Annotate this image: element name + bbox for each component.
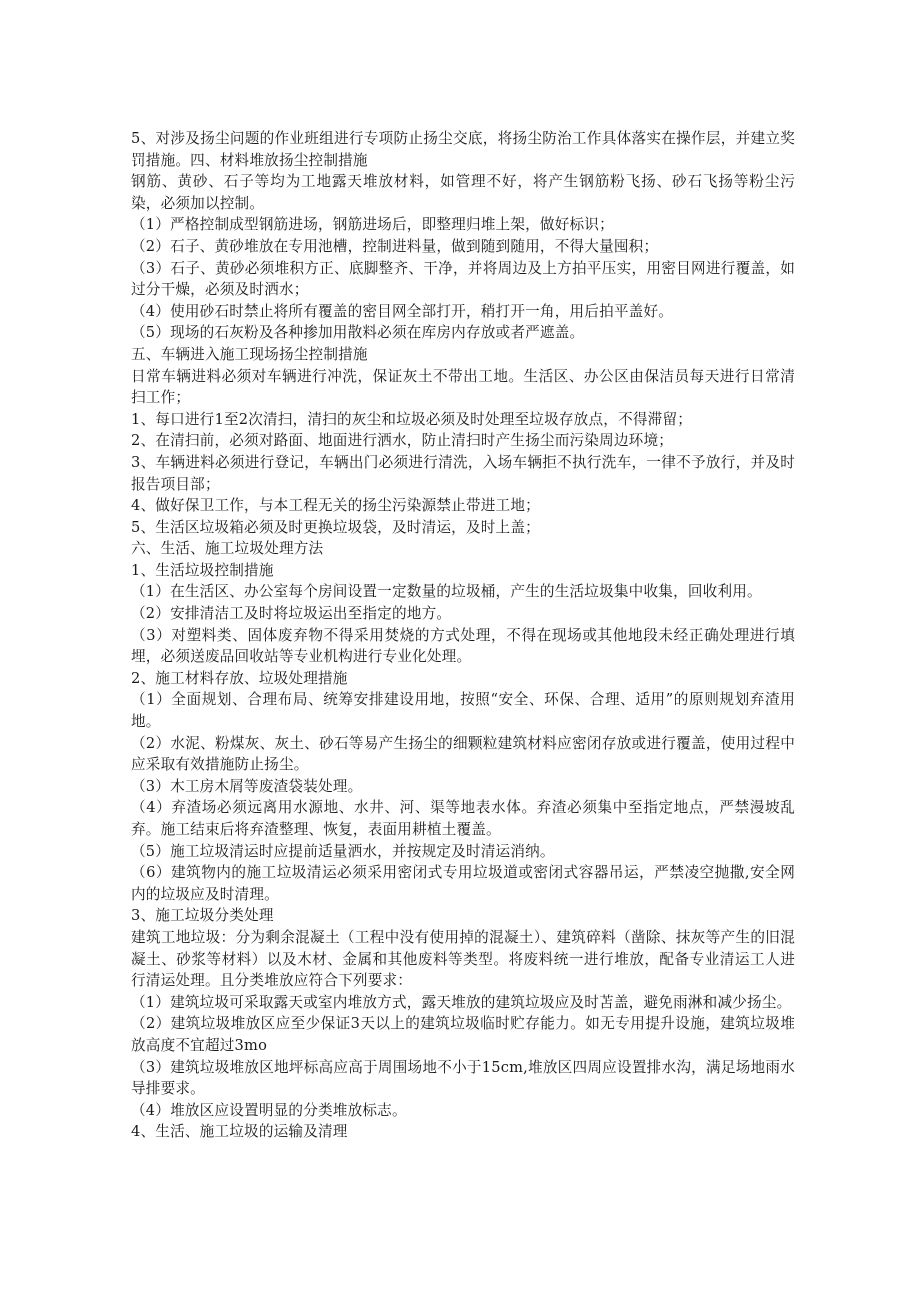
list-item: （3）石子、黄砂必须堆积方正、底脚整齐、干净，并将周边及上方拍平压实，用密目网进行覆盖，如过分干燥，必须及时洒水； bbox=[131, 259, 795, 299]
list-item: 4、做好保卫工作，与本工程无关的扬尘污染源禁止带进工地； bbox=[131, 497, 540, 515]
paragraph: 钢筋、黄砂、石子等均为工地露天堆放材料，如管理不好，将产生钢筋粉飞扬、砂石飞扬等粉尘污染，必须加以控制。 bbox=[131, 173, 795, 212]
list-item: （5）现场的石灰粉及各种掺加用散料必须在库房内存放或者严遮盖。 bbox=[131, 324, 585, 342]
paragraph: 5、对涉及扬尘问题的作业班组进行专项防止扬尘交底，将扬尘防治工作具体落实在操作层，并建立奖罚措施。四、材料堆放扬尘控制措施 bbox=[131, 130, 795, 169]
section-heading: 六、生活、施工垃圾处理方法 bbox=[131, 540, 324, 558]
subsection-heading: 1、生活垃圾控制措施 bbox=[131, 561, 274, 579]
list-item: 5、生活区垃圾箱必须及时更换垃圾袋，及时清运，及时上盖； bbox=[131, 518, 540, 536]
section-heading: 五、车辆进入施工现场扬尘控制措施 bbox=[131, 345, 368, 363]
subsection-heading: 3、施工垃圾分类处理 bbox=[131, 907, 274, 925]
list-item: （1）全面规划、合理布局、统筹安排建设用地，按照“安全、环保、合理、适用”的原则规划弃渣用地。 bbox=[131, 691, 795, 731]
list-item: （1）严格控制成型钢筋进场，钢筋进场后，即整理归堆上架，做好标识； bbox=[131, 216, 614, 234]
subsection-heading: 2、施工材料存放、垃圾处理措施 bbox=[131, 669, 348, 687]
list-item: （2）建筑垃圾堆放区应至少保证3天以上的建筑垃圾临时贮存能力。如无专用提升设施，建筑垃圾堆放高度不宜超过3mo bbox=[131, 1015, 795, 1054]
list-item: （3）建筑垃圾堆放区地坪标高应高于周围场地不小于15cm,堆放区四周应设置排水沟，满足场地雨水导排要求。 bbox=[131, 1058, 795, 1098]
list-item: （6）建筑物内的施工垃圾清运必须采用密闭式专用垃圾道或密闭式容器吊运，严禁凌空抛撒,安全网内的垃圾应及时清理。 bbox=[131, 864, 795, 903]
paragraph: 建筑工地垃圾：分为剩余混凝土（工程中没有使用掉的混凝土）、建筑碎料（凿除、抹灰等产生的旧混凝土、砂浆等材料）以及木材、金属和其他废料等类型。将废料统一进行堆放，配备专业清运工人进行清运处理。且分类堆放应符合下列要求： bbox=[131, 928, 795, 990]
list-item: （4）使用砂石时禁止将所有覆盖的密目网全部打开，稍打开一角，用后拍平盖好。 bbox=[131, 302, 674, 320]
document-body bbox=[131, 128, 795, 1143]
list-item: （4）堆放区应设置明显的分类堆放标志。 bbox=[131, 1101, 407, 1119]
paragraph: 日常车辆进料必须对车辆进行冲洗，保证灰土不带出工地。生活区、办公区由保洁员每天进行日常清扫工作； bbox=[131, 367, 795, 407]
list-item: 3、车辆进料必须进行登记，车辆出门必须进行清洗，入场车辆拒不执行洗车，一律不予放行，并及时报告项目部； bbox=[131, 453, 795, 493]
list-item: （2）石子、黄砂堆放在专用池槽，控制进料量，做到随到随用，不得大量囤积； bbox=[131, 237, 659, 255]
list-item: 2、在清扫前，必须对路面、地面进行洒水，防止清扫时产生扬尘而污染周边环境； bbox=[131, 432, 674, 450]
list-item: （1）建筑垃圾可采取露天或室内堆放方式，露天堆放的建筑垃圾应及时苫盖，避免雨淋和减少扬尘。 bbox=[131, 993, 792, 1011]
list-item: （5）施工垃圾清运时应提前适量洒水，并按规定及时清运消纳。 bbox=[131, 842, 555, 860]
subsection-heading: 4、生活、施工垃圾的运输及清理 bbox=[131, 1123, 348, 1141]
list-item: （2）安排清洁工及时将垃圾运出至指定的地方。 bbox=[131, 605, 452, 623]
list-item: 1、每口进行1至2次清扫，清扫的灰尘和垃圾必须及时处理至垃圾存放点，不得滞留； bbox=[131, 410, 693, 428]
list-item: （3）对塑料类、固体废弃物不得采用焚烧的方式处理，不得在现场或其他地段未经正确处理进行填埋，必须送废品回收站等专业机构进行专业化处理。 bbox=[131, 626, 795, 666]
list-item: （1）在生活区、办公室每个房间设置一定数量的垃圾桶，产生的生活垃圾集中收集，回收利用。 bbox=[131, 583, 762, 601]
list-item: （4）弃渣场必须远离用水源地、水井、河、渠等地表水体。弃渣必须集中至指定地点，严禁漫坡乱弃。施工结束后将弃渣整理、恢复，表面用耕植土覆盖。 bbox=[131, 799, 795, 838]
list-item: （3）木工房木屑等废渣袋装处理。 bbox=[131, 777, 363, 795]
list-item: （2）水泥、粉煤灰、灰土、砂石等易产生扬尘的细颗粒建筑材料应密闭存放或进行覆盖，使用过程中应采取有效措施防止扬尘。 bbox=[131, 734, 795, 774]
